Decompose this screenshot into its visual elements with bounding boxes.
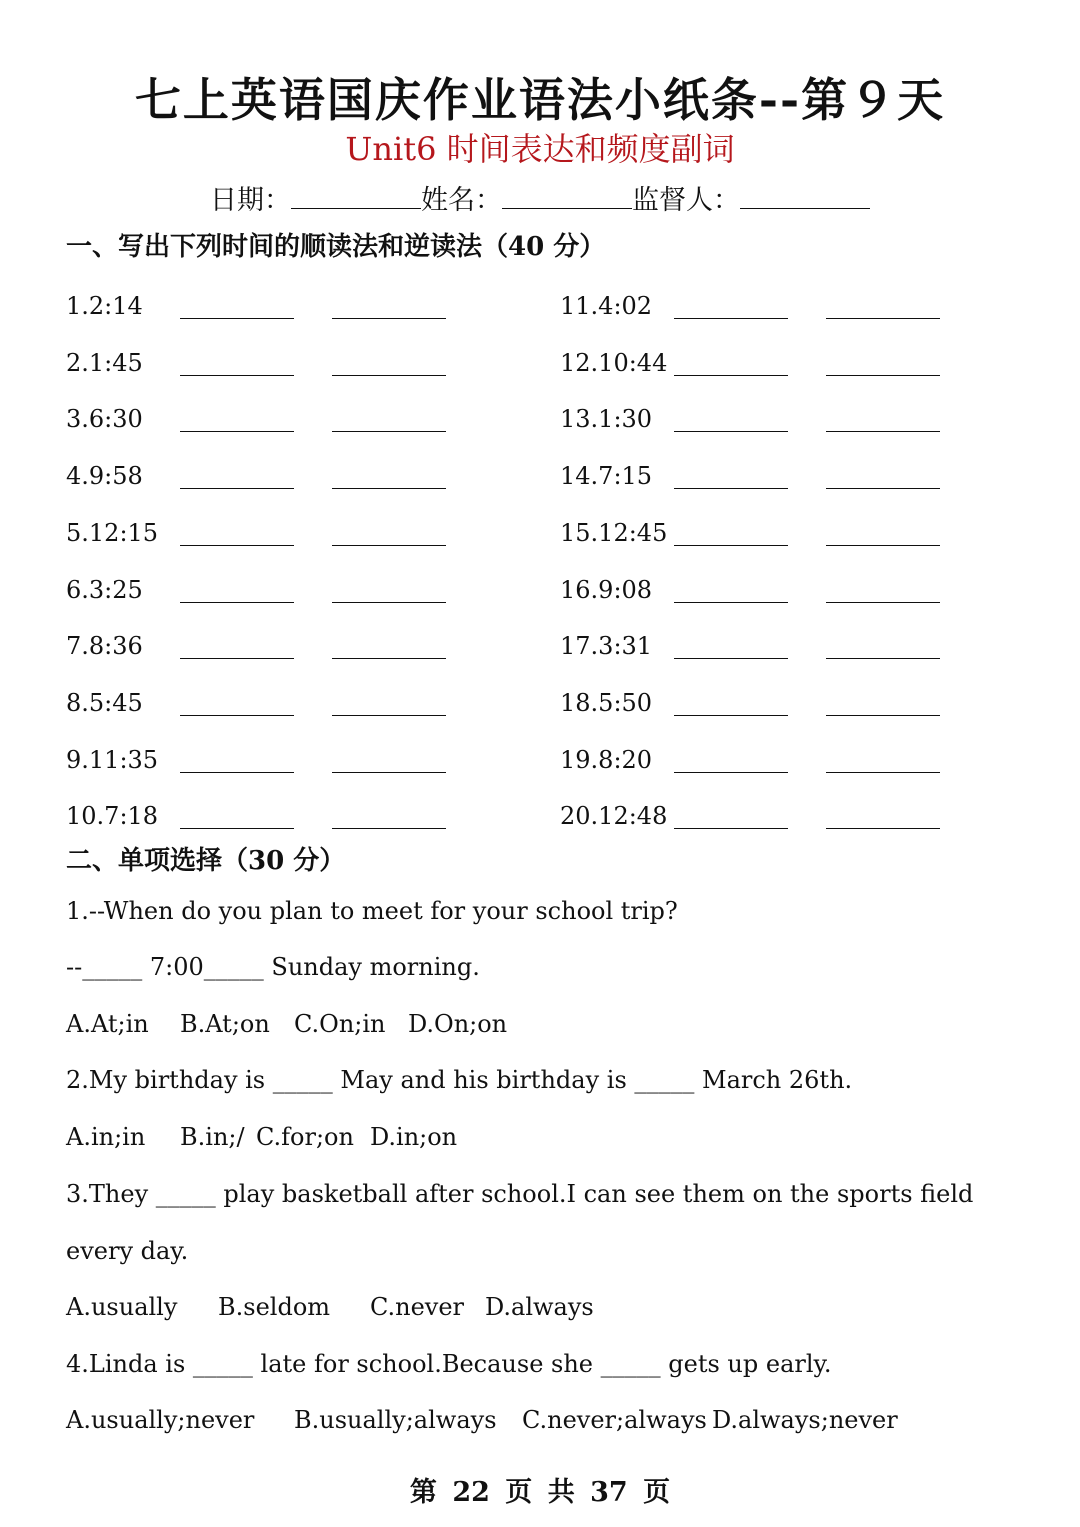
q3-option-a[interactable]: A.usually xyxy=(66,1293,178,1321)
supervisor-label: 监督人： xyxy=(632,185,740,216)
time-item-label: 14.7:15 xyxy=(560,462,653,491)
forward-reading-blank[interactable] xyxy=(674,715,788,716)
time-item-label: 4.9:58 xyxy=(66,462,143,491)
time-item-row xyxy=(560,738,960,778)
time-item-row xyxy=(560,511,960,551)
q1-stem-answer: --_____ 7:00_____ Sunday morning. xyxy=(66,953,480,981)
q4-option-d[interactable]: D.always;never xyxy=(712,1406,898,1434)
reverse-reading-blank[interactable] xyxy=(332,375,446,376)
time-item-row xyxy=(560,681,960,721)
reverse-reading-blank[interactable] xyxy=(826,602,940,603)
q4-option-b[interactable]: B.usually;always xyxy=(294,1406,497,1434)
forward-reading-blank[interactable] xyxy=(180,658,294,659)
forward-reading-blank[interactable] xyxy=(180,715,294,716)
reverse-reading-blank[interactable] xyxy=(332,772,446,773)
reverse-reading-blank[interactable] xyxy=(332,431,446,432)
time-item-label: 9.11:35 xyxy=(66,745,159,774)
q1-option-b[interactable]: B.At;on xyxy=(180,1010,270,1038)
time-item-label: 20.12:48 xyxy=(560,802,668,831)
reverse-reading-blank[interactable] xyxy=(826,431,940,432)
q2-option-a[interactable]: A.in;in xyxy=(66,1123,146,1151)
name-blank[interactable] xyxy=(502,184,632,209)
forward-reading-blank[interactable] xyxy=(674,828,788,829)
forward-reading-blank[interactable] xyxy=(674,658,788,659)
time-item-row xyxy=(66,397,466,437)
forward-reading-blank[interactable] xyxy=(180,488,294,489)
time-item-label: 16.9:08 xyxy=(560,575,653,604)
forward-reading-blank[interactable] xyxy=(180,545,294,546)
reverse-reading-blank[interactable] xyxy=(826,772,940,773)
reverse-reading-blank[interactable] xyxy=(332,715,446,716)
time-item-row xyxy=(560,624,960,664)
time-item-row xyxy=(560,568,960,608)
date-label: 日期： xyxy=(210,185,291,216)
forward-reading-blank[interactable] xyxy=(674,772,788,773)
forward-reading-blank[interactable] xyxy=(180,602,294,603)
supervisor-blank[interactable] xyxy=(740,184,870,209)
time-item-row xyxy=(560,341,960,381)
time-item-row xyxy=(66,568,466,608)
q3-stem: 3.They _____ play basketball after school.I can see them on the sports field xyxy=(66,1180,974,1208)
time-item-label: 13.1:30 xyxy=(560,405,653,434)
time-item-row xyxy=(66,681,466,721)
reverse-reading-blank[interactable] xyxy=(332,488,446,489)
time-item-label: 2.1:45 xyxy=(66,348,143,377)
time-item-row xyxy=(66,284,466,324)
time-item-label: 11.4:02 xyxy=(560,292,653,320)
q2-option-d[interactable]: D.in;on xyxy=(370,1123,458,1151)
time-item-row xyxy=(560,454,960,494)
section2-heading: 二、单项选择（30 分） xyxy=(66,846,346,876)
time-item-label: 5.12:15 xyxy=(66,518,159,547)
reverse-reading-blank[interactable] xyxy=(826,545,940,546)
meta-fields xyxy=(0,178,1080,217)
q1-option-c[interactable]: C.On;in xyxy=(294,1010,386,1038)
time-item-row xyxy=(560,284,960,324)
time-item-row xyxy=(560,794,960,834)
q3-option-b[interactable]: B.seldom xyxy=(218,1293,331,1321)
time-item-label: 3.6:30 xyxy=(66,405,143,434)
time-item-label: 7.8:36 xyxy=(66,632,143,661)
time-item-row xyxy=(66,794,466,834)
name-label: 姓名： xyxy=(421,185,502,216)
reverse-reading-blank[interactable] xyxy=(332,828,446,829)
q4-option-c[interactable]: C.never;always xyxy=(522,1406,707,1434)
forward-reading-blank[interactable] xyxy=(674,545,788,546)
forward-reading-blank[interactable] xyxy=(674,602,788,603)
time-item-row xyxy=(66,624,466,664)
forward-reading-blank[interactable] xyxy=(180,318,294,319)
forward-reading-blank[interactable] xyxy=(180,431,294,432)
forward-reading-blank[interactable] xyxy=(180,375,294,376)
q2-option-b[interactable]: B.in;/ xyxy=(180,1123,245,1151)
reverse-reading-blank[interactable] xyxy=(826,488,940,489)
forward-reading-blank[interactable] xyxy=(180,828,294,829)
reverse-reading-blank[interactable] xyxy=(826,715,940,716)
forward-reading-blank[interactable] xyxy=(674,431,788,432)
date-blank[interactable] xyxy=(291,184,421,209)
reverse-reading-blank[interactable] xyxy=(826,318,940,319)
forward-reading-blank[interactable] xyxy=(180,772,294,773)
q3-stem-continued: every day. xyxy=(66,1237,189,1265)
time-item-row xyxy=(66,341,466,381)
q1-option-d[interactable]: D.On;on xyxy=(408,1010,508,1038)
time-item-label: 15.12:45 xyxy=(560,518,668,547)
time-item-label: 6.3:25 xyxy=(66,575,143,604)
time-item-label: 17.3:31 xyxy=(560,632,653,661)
time-item-label: 18.5:50 xyxy=(560,688,653,717)
time-item-label: 1.2:14 xyxy=(66,292,143,320)
q2-stem: 2.My birthday is _____ May and his birthday is _____ March 26th. xyxy=(66,1066,853,1094)
q1-stem: 1.--When do you plan to meet for your school trip? xyxy=(66,897,678,925)
time-item-label: 10.7:18 xyxy=(66,802,159,831)
time-item-row xyxy=(560,397,960,437)
section1-heading: 一、写出下列时间的顺读法和逆读法（40 分） xyxy=(66,232,606,262)
forward-reading-blank[interactable] xyxy=(674,318,788,319)
page-footer: 第 22 页 共 37 页 xyxy=(409,1477,671,1508)
time-item-row xyxy=(66,454,466,494)
q1-option-a[interactable]: A.At;in xyxy=(66,1010,149,1038)
q4-stem: 4.Linda is _____ late for school.Because she _____ gets up early. xyxy=(66,1350,832,1378)
reverse-reading-blank[interactable] xyxy=(332,545,446,546)
q4-option-a[interactable]: A.usually;never xyxy=(66,1406,255,1434)
time-item-row xyxy=(66,511,466,551)
forward-reading-blank[interactable] xyxy=(674,488,788,489)
page-subtitle: Unit6 时间表达和频度副词 xyxy=(345,130,735,168)
q2-option-c[interactable]: C.for;on xyxy=(256,1123,354,1151)
reverse-reading-blank[interactable] xyxy=(332,318,446,319)
time-item-label: 8.5:45 xyxy=(66,688,143,717)
page-title: 七上英语国庆作业语法小纸条--第９天 xyxy=(134,73,946,127)
reverse-reading-blank[interactable] xyxy=(826,828,940,829)
q3-option-c[interactable]: C.never xyxy=(370,1293,465,1321)
reverse-reading-blank[interactable] xyxy=(826,658,940,659)
reverse-reading-blank[interactable] xyxy=(332,658,446,659)
time-item-label: 12.10:44 xyxy=(560,348,668,377)
forward-reading-blank[interactable] xyxy=(674,375,788,376)
time-item-label: 19.8:20 xyxy=(560,745,653,774)
reverse-reading-blank[interactable] xyxy=(826,375,940,376)
time-item-row xyxy=(66,738,466,778)
reverse-reading-blank[interactable] xyxy=(332,602,446,603)
q3-option-d[interactable]: D.always xyxy=(485,1293,594,1321)
